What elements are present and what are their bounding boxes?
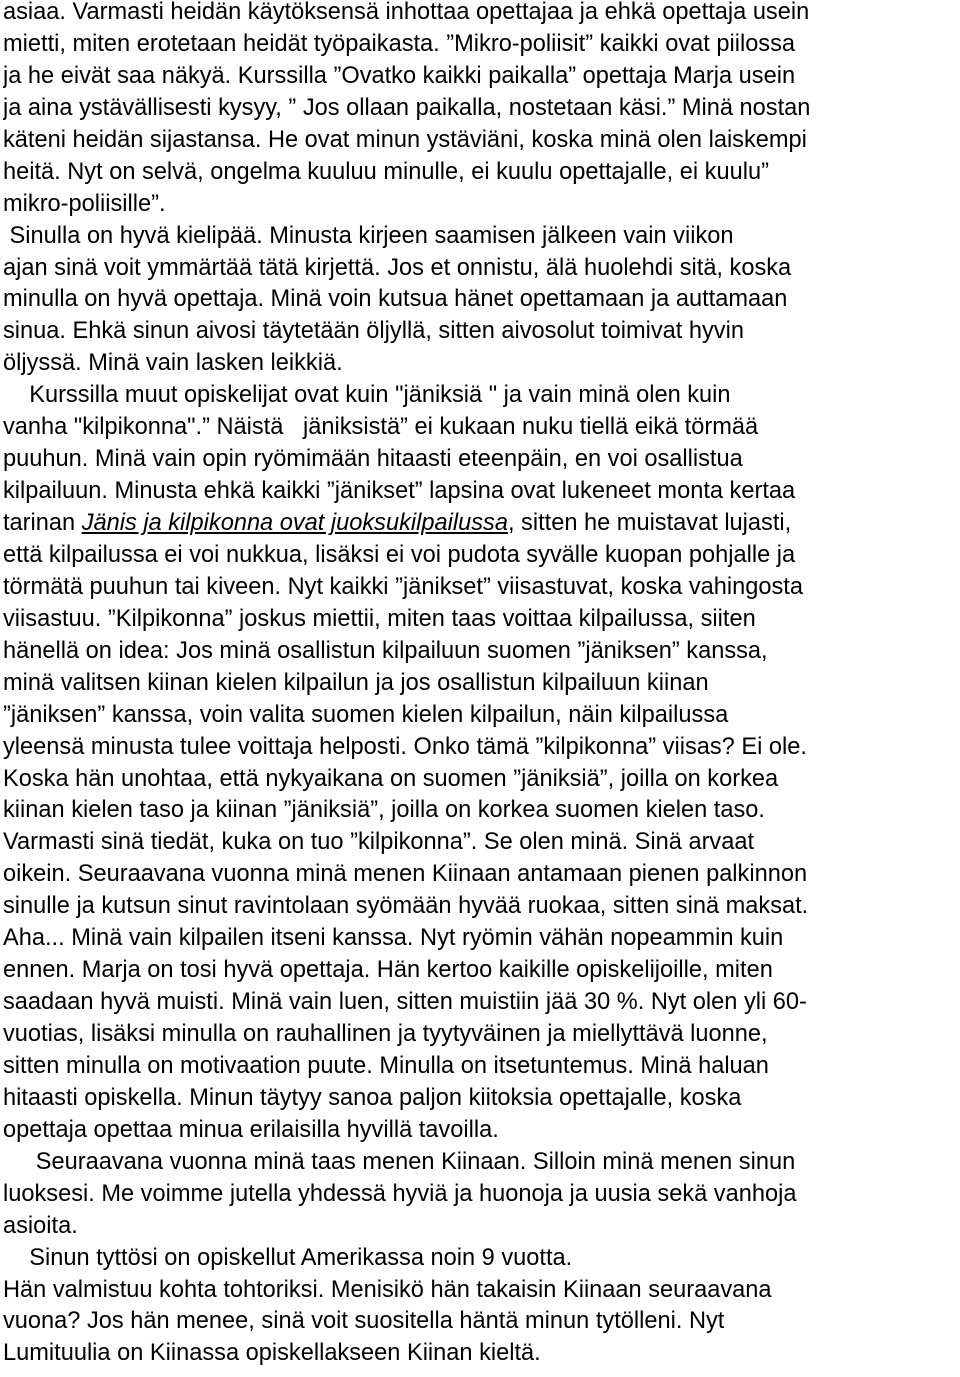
text-segment: , sitten he muistavat lujasti, (507, 510, 792, 536)
text-line-with-story-title (3, 508, 959, 540)
text-line: hänellä on idea: Jos minä osallistun kilpailuun suomen ”jäniksen” kanssa, (3, 637, 768, 664)
text-line: luoksesi. Me voimme jutella yhdessä hyviä ja huonoja ja uusia sekä vanhoja (3, 1180, 797, 1207)
text-line: kilpailuun. Minusta ehkä kaikki ”jänikset” lapsina ovat lukeneet monta kertaa (3, 478, 796, 505)
text-line: kiinan kielen taso ja kiinan ”jäniksiä”, joilla on korkea suomen kielen taso. (3, 797, 765, 824)
text-line: Sinulla on hyvä kielipää. Minusta kirjeen saamisen jälkeen vain viikon (3, 222, 734, 249)
text-line: että kilpailussa ei voi nukkua, lisäksi ei voi pudota syvälle kuopan pohjalle ja (3, 541, 796, 568)
text-line: yleensä minusta tulee voittaja helposti. Onko tämä ”kilpikonna” viisas? Ei ole. (3, 733, 807, 760)
text-segment: tarinan (3, 510, 82, 536)
text-line: heitä. Nyt on selvä, ongelma kuuluu minulle, ei kuulu opettajalle, ei kuulu” (3, 158, 769, 185)
text-line: mietti, miten erotetaan heidät työpaikasta. ”Mikro-poliisit” kaikki ovat piilossa (3, 30, 796, 57)
text-line: sinua. Ehkä sinun aivosi täytetään öljyllä, sitten aivosolut toimivat hyvin (3, 318, 744, 345)
text-line: törmätä puuhun tai kiveen. Nyt kaikki ”jänikset” viisastuvat, koska vahingosta (3, 573, 803, 600)
text-line: Varmasti sinä tiedät, kuka on tuo ”kilpikonna”. Se olen minä. Sinä arvaat (3, 829, 755, 856)
text-line: puuhun. Minä vain opin ryömimään hitaasti eteenpäin, en voi osallistua (3, 446, 743, 473)
document-page (3, 0, 959, 1370)
text-line: Kurssilla muut opiskelijat ovat kuin "jäniksiä " ja vain minä olen kuin (3, 382, 731, 409)
text-line: Sinun tyttösi on opiskellut Amerikassa noin 9 vuotta. (3, 1244, 573, 1271)
story-title: Jänis ja kilpikonna ovat juoksukilpailussa (81, 510, 508, 536)
text-line: vanha "kilpikonna".” Näistä jäniksistä” ei kukaan nuku tiellä eikä törmää (3, 414, 759, 441)
text-line: mikro-poliisille”. (3, 190, 166, 217)
text-line: asioita. (3, 1212, 78, 1239)
text-line: sinulle ja kutsun sinut ravintolaan syömään hyvää ruokaa, sitten sinä maksat. (3, 893, 809, 920)
text-line: viisastuu. ”Kilpikonna” joskus miettii, miten taas voittaa kilpailussa, siiten (3, 605, 756, 632)
text-line: ja aina ystävällisesti kysyy, ” Jos ollaan paikalla, nostetaan käsi.” Minä nostan (3, 94, 811, 121)
text-line: sitten minulla on motivaation puute. Minulla on itsetuntemus. Minä haluan (3, 1052, 769, 1079)
text-line: Seuraavana vuonna minä taas menen Kiinaan. Silloin minä menen sinun (3, 1148, 796, 1175)
text-line: saadaan hyvä muisti. Minä vain luen, sitten muistiin jää 30 %. Nyt olen yli 60- (3, 989, 807, 1016)
text-line: ajan sinä voit ymmärtää tätä kirjettä. Jos et onnistu, älä huolehdi sitä, koska (3, 254, 792, 281)
text-line: vuona? Jos hän menee, sinä voit suositella häntä minun tytölleni. Nyt (3, 1308, 725, 1335)
text-line: käteni heidän sijastansa. He ovat minun ystäviäni, koska minä olen laiskempi (3, 126, 807, 153)
text-line: Hän valmistuu kohta tohtoriksi. Menisikö hän takaisin Kiinaan seuraavana (3, 1276, 772, 1303)
text-line: Koska hän unohtaa, että nykyaikana on suomen ”jäniksiä”, joilla on korkea (3, 765, 779, 792)
text-line: asiaa. Varmasti heidän käytöksensä inhottaa opettajaa ja ehkä opettaja usein (3, 0, 810, 25)
text-line: oikein. Seuraavana vuonna minä menen Kiinaan antamaan pienen palkinnon (3, 861, 808, 888)
text-line: Aha... Minä vain kilpailen itseni kanssa. Nyt ryömin vähän nopeammin kuin (3, 925, 784, 952)
text-line: öljyssä. Minä vain lasken leikkiä. (3, 350, 343, 377)
text-line: ja he eivät saa näkyä. Kurssilla ”Ovatko kaikki paikalla” opettaja Marja usein (3, 62, 796, 89)
text-line: minulla on hyvä opettaja. Minä voin kutsua hänet opettamaan ja auttamaan (3, 286, 788, 313)
text-line: opettaja opettaa minua erilaisilla hyvillä tavoilla. (3, 1116, 499, 1143)
text-line: hitaasti opiskella. Minun täytyy sanoa paljon kiitoksia opettajalle, koska (3, 1084, 742, 1111)
text-line: vuotias, lisäksi minulla on rauhallinen ja tyytyväinen ja miellyttävä luonne, (3, 1021, 768, 1047)
text-line: ennen. Marja on tosi hyvä opettaja. Hän kertoo kaikille opiskelijoille, miten (3, 957, 773, 984)
text-line: minä valitsen kiinan kielen kilpailun ja jos osallistun kilpailuun kiinan (3, 669, 709, 696)
text-line: Lumituulia on Kiinassa opiskellakseen Kiinan kieltä. (3, 1340, 541, 1367)
text-line: ”jäniksen” kanssa, voin valita suomen kielen kilpailun, näin kilpailussa (3, 701, 729, 728)
